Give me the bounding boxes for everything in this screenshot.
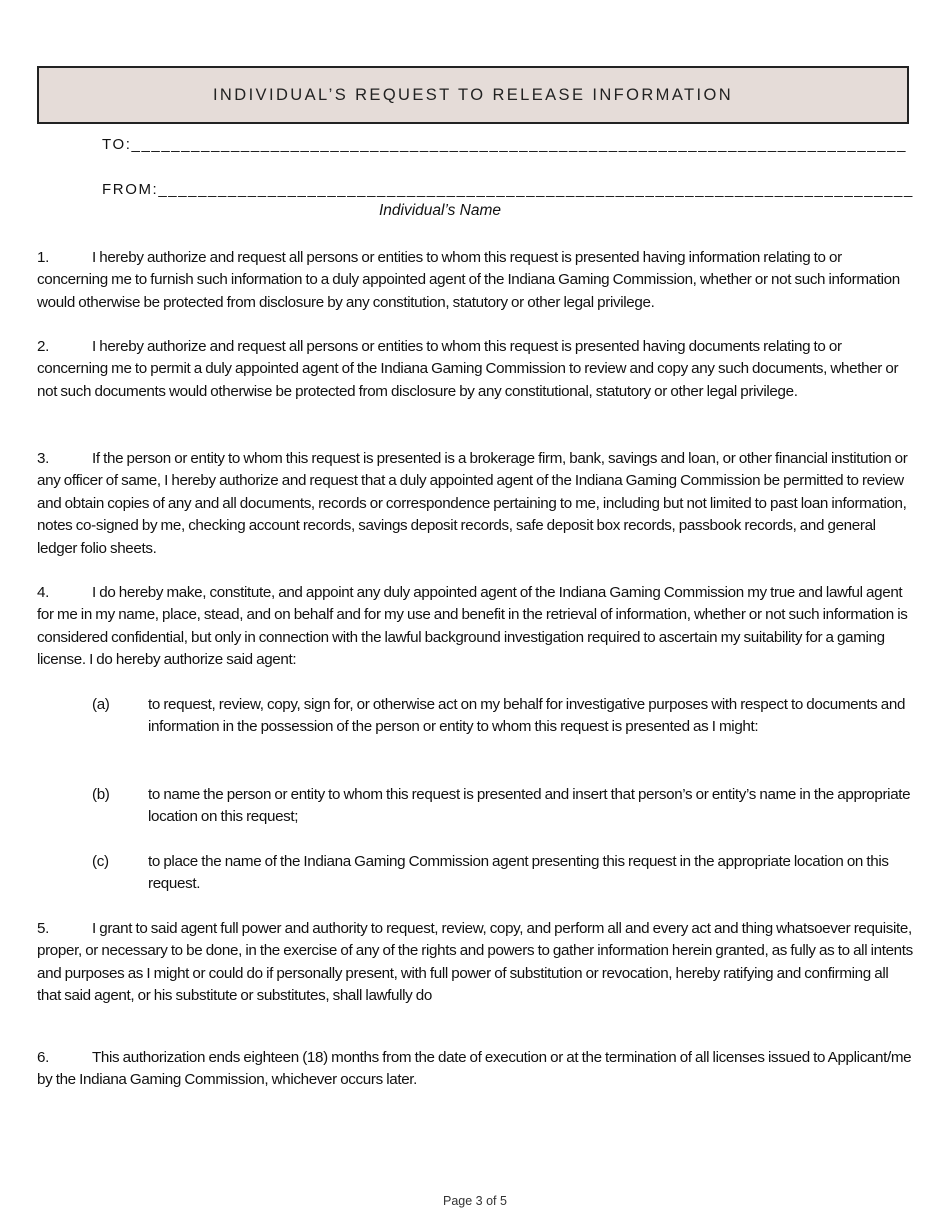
paragraph-text: I hereby authorize and request all persons or entities to whom this request is presented having information relating to or concerning me to furnish such information to a duly appointed agent of the Indiana Gaming Commission, whether or not such information would otherwise be protected from disclosure by any constitution, statutory or other legal privilege. <box>37 249 900 311</box>
paragraph-4 <box>37 582 913 672</box>
paragraph-number: 2. <box>37 338 49 355</box>
paragraph-5 <box>37 918 913 1008</box>
subitem-label: (c) <box>92 853 109 870</box>
from-caption: Individual’s Name <box>378 202 502 219</box>
form-title <box>37 66 909 124</box>
paragraph-number: 4. <box>37 584 49 601</box>
paragraph-text: If the person or entity to whom this request is presented is a brokerage firm, bank, savings and loan, or other financial institution or any officer of same, I hereby authorize and request that a duly appointed agent of the Indiana Gaming Commission be permitted to review and obtain copies of any and all documents, records or correspondence pertaining to me, including but not limited to past loan information, notes co-signed by me, checking account records, savings deposit records, safe deposit box records, passbook records, and general ledger folio sheets. <box>37 450 908 557</box>
paragraph-3 <box>37 448 913 560</box>
paragraph-number: 5. <box>37 920 49 937</box>
subitem-b <box>92 784 912 829</box>
subitem-label: (b) <box>92 786 110 803</box>
paragraph-text: I grant to said agent full power and authority to request, review, copy, and perform all and every act and thing whatsoever requisite, proper, or necessary to be done, in the exercise of any of the rights and powers to gather information herein granted, as fully as to all intents and purposes as I might or could do if personally present, with full power of substitution or revocation, hereby ratifying and confirming all that said agent, or his substitute or substitutes, shall lawfully do <box>37 920 913 1005</box>
to-field[interactable]: TO:______________________________________________________________________________ <box>102 136 908 153</box>
paragraph-text: I hereby authorize and request all persons or entities to whom this request is presented having documents relating to or concerning me to permit a duly appointed agent of the Indiana Gaming Commission to review and copy any such documents, whether or not such documents would otherwise be protected from disclosure by any constitutional, statutory or other legal privilege. <box>37 338 899 400</box>
from-field[interactable]: FROM:____________________________________________________________________________ <box>102 181 914 198</box>
subitem-c <box>92 851 912 896</box>
paragraph-number: 6. <box>37 1049 49 1066</box>
paragraph-text: This authorization ends eighteen (18) months from the date of execution or at the termination of all licenses issued to Applicant/me by the Indiana Gaming Commission, whichever occurs later. <box>37 1049 912 1089</box>
paragraph-2 <box>37 336 913 403</box>
subitem-text: to name the person or entity to whom this request is presented and insert that person’s or entity’s name in the appropriate location on this request; <box>148 786 911 826</box>
subitem-a <box>92 694 912 739</box>
page-number: Page 3 of 5 <box>443 1194 507 1208</box>
paragraph-number: 3. <box>37 450 49 467</box>
form-title-text: INDIVIDUAL’S REQUEST TO RELEASE INFORMATION <box>212 85 734 104</box>
paragraph-number: 1. <box>37 249 49 266</box>
subitem-text: to place the name of the Indiana Gaming Commission agent presenting this request in the appropriate location on this request. <box>148 853 889 893</box>
paragraph-text: I do hereby make, constitute, and appoint any duly appointed agent of the Indiana Gaming Commission my true and lawful agent for me in my name, place, stead, and on behalf and for my use and benefit in the retrieval of information, whether or not such information is considered confidential, but only in connection with the lawful background investigation required to ascertain my suitability for a gaming license. I do hereby authorize said agent: <box>37 584 908 669</box>
paragraph-6 <box>37 1047 913 1092</box>
paragraph-1 <box>37 247 913 314</box>
subitem-text: to request, review, copy, sign for, or otherwise act on my behalf for investigative purposes with respect to documents and information in the possession of the person or entity to whom this request is presented as I might: <box>148 696 906 736</box>
subitem-label: (a) <box>92 696 110 713</box>
